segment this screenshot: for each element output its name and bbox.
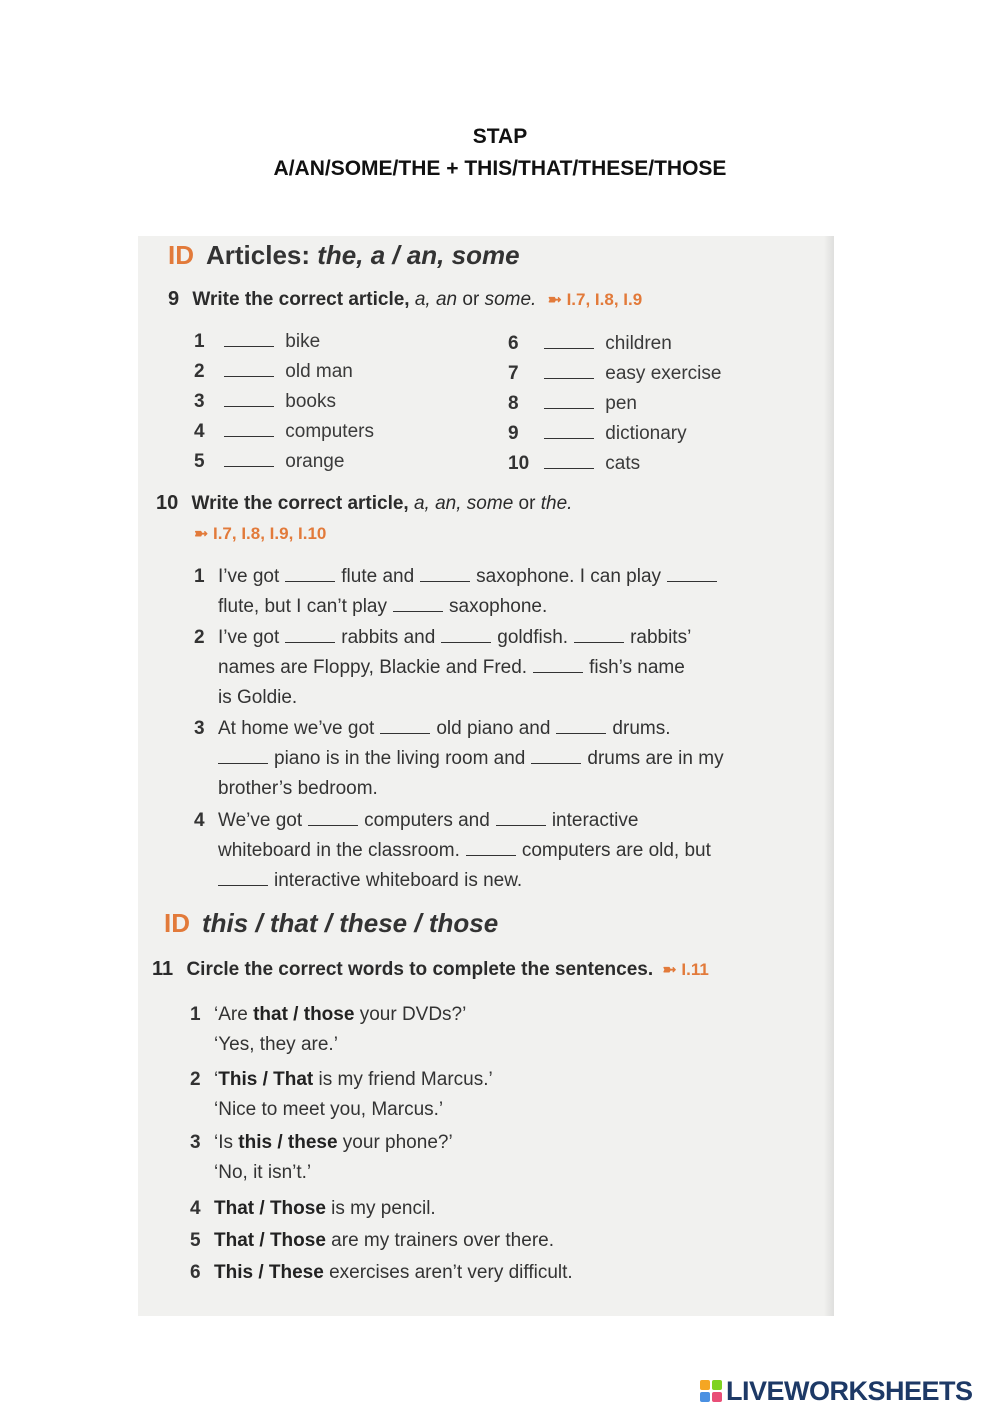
answer-blank[interactable] [285,642,335,643]
list-item: 3 books [194,391,336,412]
list-item: 2 old man [194,361,353,382]
answer-blank[interactable] [544,348,594,349]
answer-blank[interactable] [218,885,268,886]
list-item: 5 orange [194,451,345,472]
exercise-instruction: Circle the correct words to complete the sentences. [186,959,654,980]
circle-question-2: 2 ‘This / That is my friend Marcus.’ ‘Nice to meet you, Marcus.’ [190,1069,493,1120]
word-choice[interactable]: that / those [253,1004,355,1025]
answer-blank[interactable] [533,672,583,673]
answer-blank[interactable] [574,642,624,643]
answer-blank[interactable] [496,825,546,826]
answer-blank[interactable] [393,611,443,612]
grammar-reference: ➼ I.7, I.8, I.9 [547,290,643,309]
answer-blank[interactable] [224,466,274,467]
instruction-italic: some. [484,289,537,310]
question-2: 2 I’ve got rabbits and goldfish. rabbits’ names are Floppy, Blackie and Fred. fish’s name is Goldie. [194,627,692,708]
liveworksheets-logo [700,1376,973,1406]
answer-blank[interactable] [466,855,516,856]
answer-blank[interactable] [285,581,335,582]
exercise-number: 10 [156,492,179,514]
grammar-reference: ➼ I.7, I.8, I.9, I.10 [194,524,327,543]
word-choice[interactable]: That / Those [214,1198,326,1219]
answer-blank[interactable] [544,408,594,409]
list-item: 8 pen [508,393,637,414]
answer-blank[interactable] [544,468,594,469]
circle-question-5: 5 That / Those are my trainers over there. [190,1230,554,1251]
list-item: 9 dictionary [508,423,687,444]
answer-blank[interactable] [224,376,274,377]
list-item: 7 easy exercise [508,363,722,384]
list-item: 1 bike [194,331,321,352]
word-choice[interactable]: This / That [218,1069,314,1090]
answer-blank[interactable] [224,406,274,407]
circle-question-6: 6 This / These exercises aren’t very difficult. [190,1262,573,1283]
logo-text: LIVEWORKSHEETS [726,1375,973,1406]
exercise-9-heading [168,288,642,311]
section-tag: ID [164,908,190,938]
section-heading-articles [168,240,520,271]
word-choice[interactable]: This / These [214,1262,324,1283]
list-item: 6 children [508,333,672,354]
question-4: 4 We’ve got computers and interactive whiteboard in the classroom. computers are old, but interactive whiteboard is new. [194,810,711,891]
section-tag: ID [168,240,194,270]
section-title: this / that / these / those [202,908,499,938]
instruction-italic: the. [540,493,573,514]
answer-blank[interactable] [667,581,717,582]
grammar-reference: ➼ I.11 [662,960,709,979]
list-item: 4 computers [194,421,374,442]
answer-blank[interactable] [544,438,594,439]
word-choice[interactable]: That / Those [214,1230,326,1251]
instruction-italic: a, an, some [413,493,514,514]
section-title: Articles: [206,240,318,270]
exercise-number: 9 [168,288,180,310]
exercise-10-heading [156,492,572,515]
exercise-instruction: Write the correct article, [191,493,414,514]
logo-icon [700,1380,722,1402]
question-1: 1 I’ve got flute and saxophone. I can play flute, but I can’t play saxophone. [194,562,723,622]
exercise-number: 11 [152,958,174,980]
answer-blank[interactable] [218,763,268,764]
question-3: 3 At home we’ve got old piano and drums. piano is in the living room and drums are in my brother’s bedroom. [194,718,724,799]
answer-blank[interactable] [224,346,274,347]
answer-blank[interactable] [544,378,594,379]
instruction-text: or [513,493,541,514]
answer-blank[interactable] [556,733,606,734]
answer-blank[interactable] [441,642,491,643]
instruction-italic: a, an [414,289,458,310]
answer-blank[interactable] [224,436,274,437]
answer-blank[interactable] [308,825,358,826]
worksheet-title: STAP [472,125,528,148]
answer-blank[interactable] [531,763,581,764]
section-title-italic: the, a / an, some [317,240,520,270]
circle-question-1: 1 ‘Are that / those your DVDs?’ ‘Yes, they are.’ [190,1004,467,1055]
exercise-instruction: Write the correct article, [192,289,415,310]
circle-question-3: 3 ‘Is this / these your phone?’ ‘No, it isn’t.’ [190,1132,453,1183]
answer-blank[interactable] [380,733,430,734]
word-choice[interactable]: this / these [238,1132,338,1153]
instruction-text: or [457,289,485,310]
list-item: 10 cats [508,453,641,474]
answer-blank[interactable] [420,581,470,582]
exercise-11-heading [152,958,709,981]
scanned-textbook-page [138,236,834,1316]
circle-question-4: 4 That / Those is my pencil. [190,1198,436,1219]
section-heading-demonstratives [164,908,498,939]
worksheet-subtitle: A/AN/SOME/THE + THIS/THAT/THESE/THOSE [273,157,727,180]
